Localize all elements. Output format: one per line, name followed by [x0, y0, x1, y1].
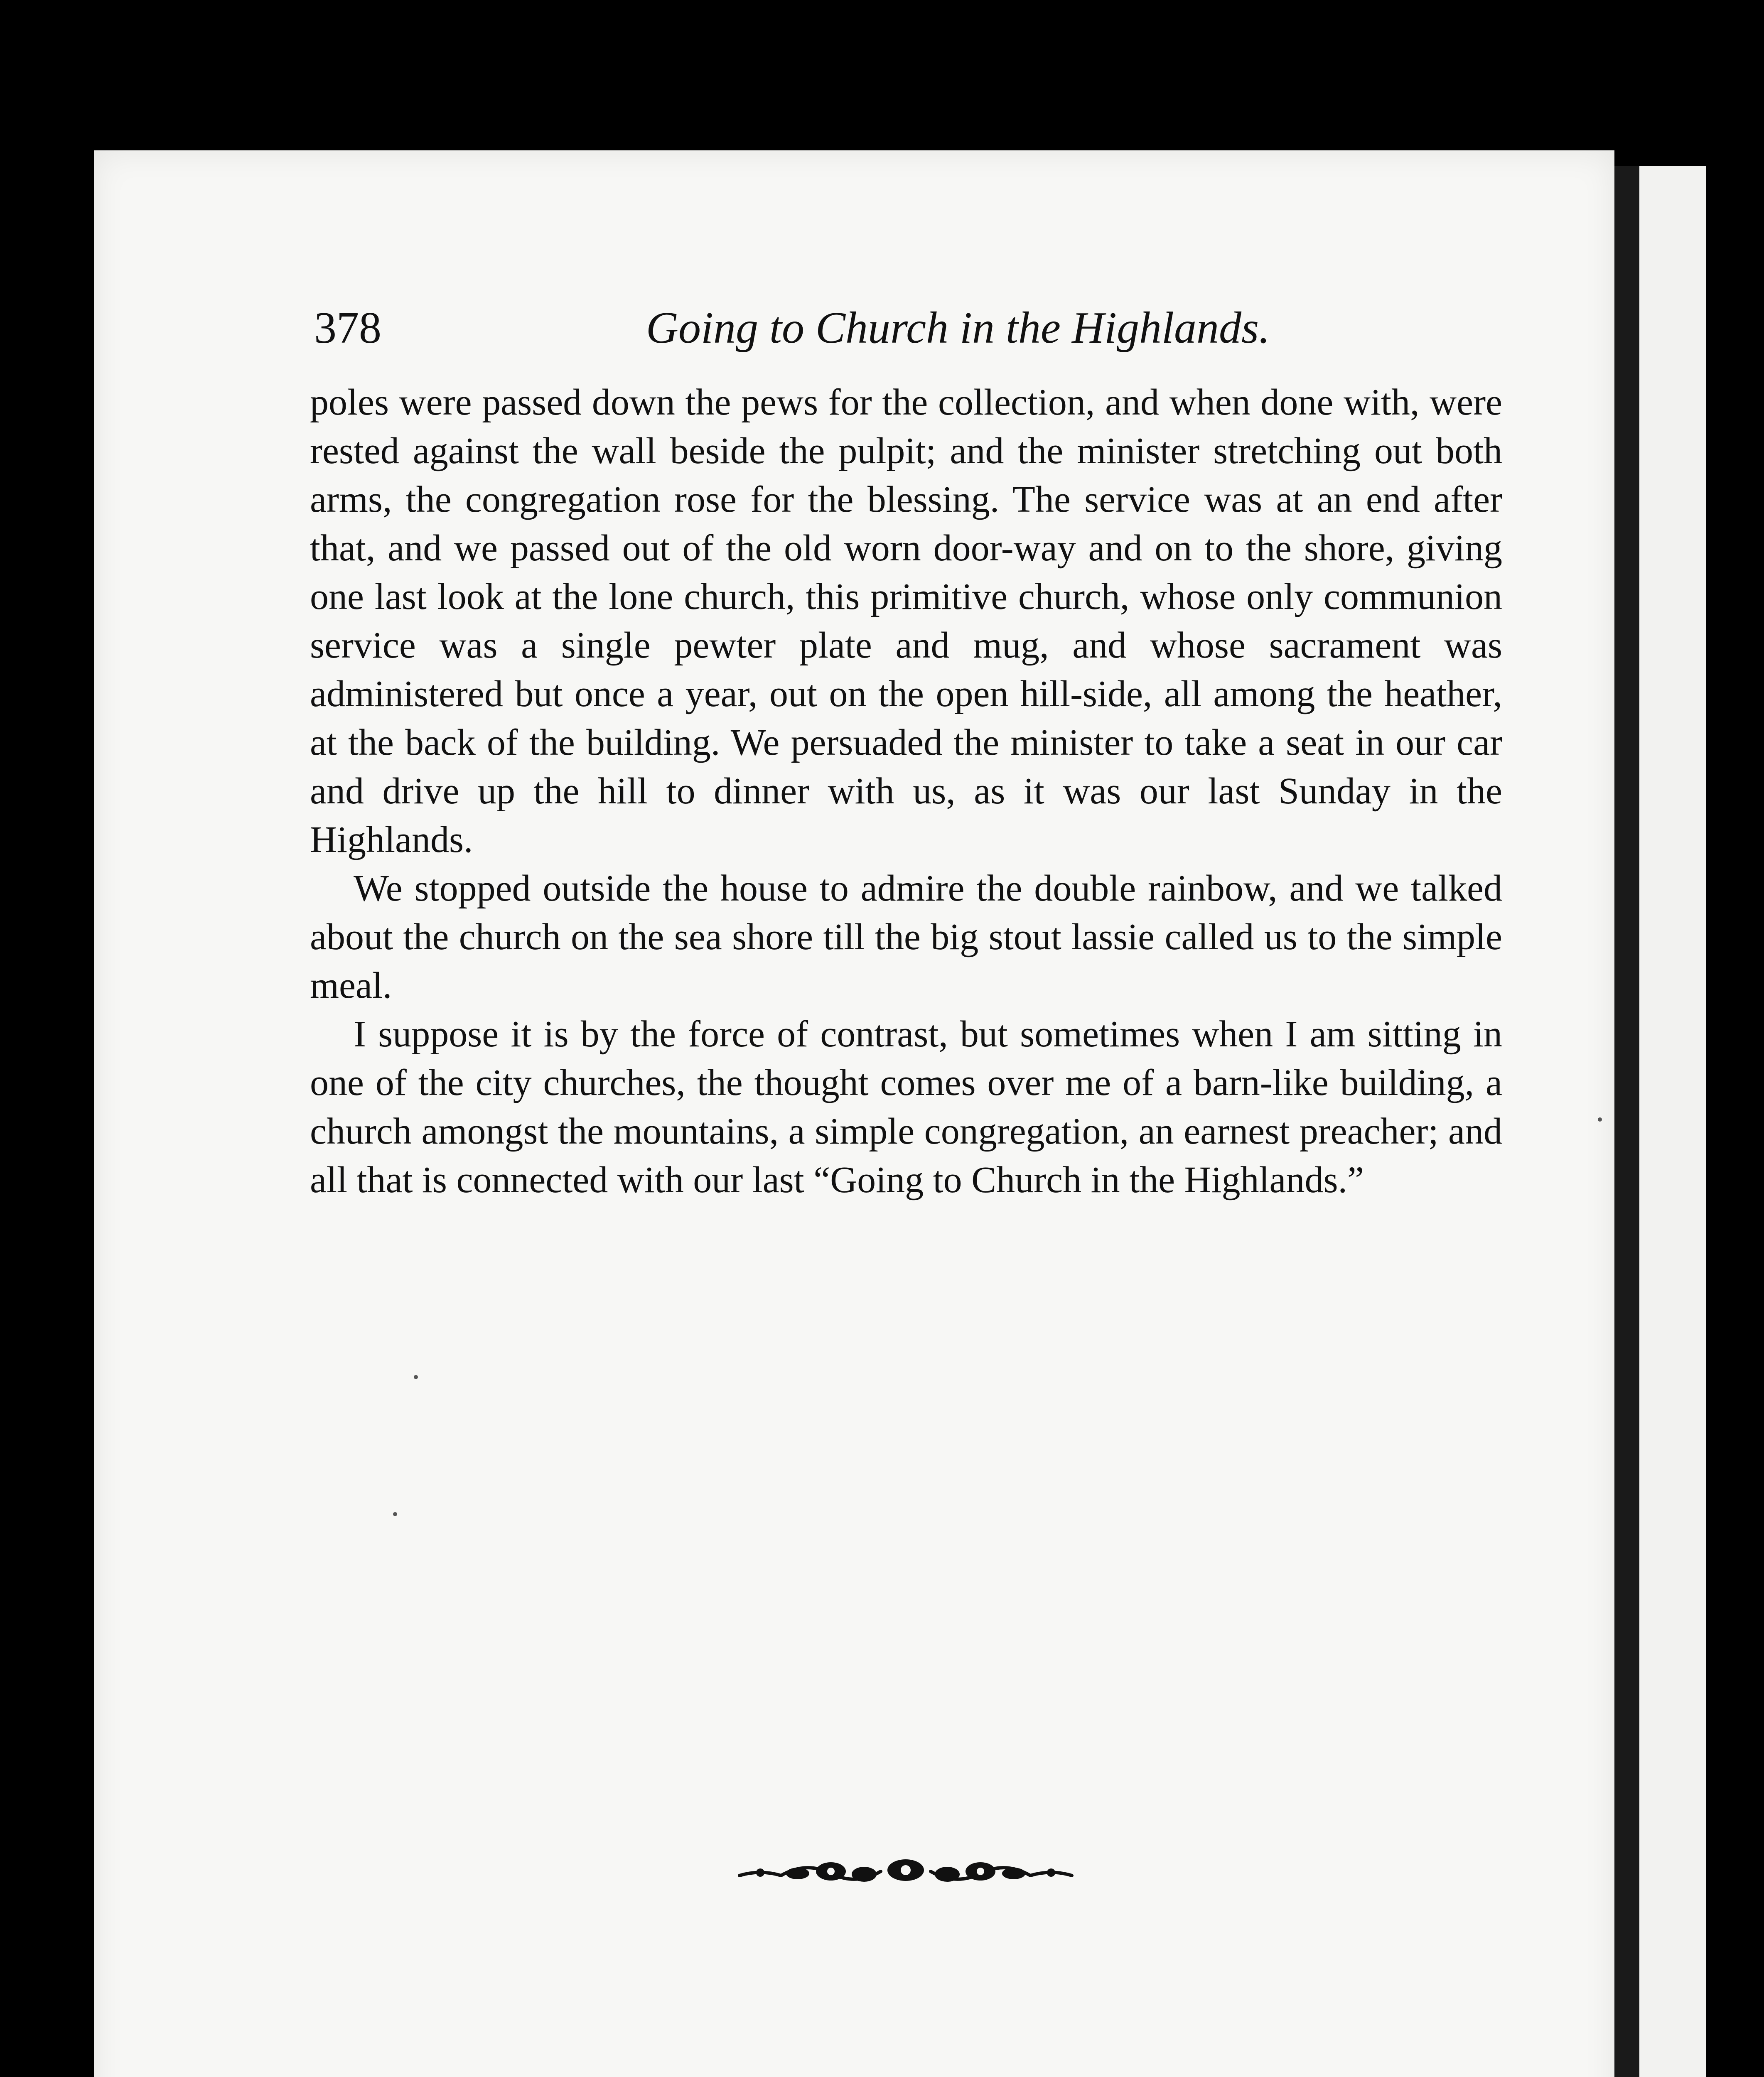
print-speck	[414, 1375, 418, 1379]
adjacent-page-edge	[1639, 166, 1706, 2077]
paragraph-1: poles were passed down the pews for the collection, and when done with, were rested against the wall beside the pulpit; and the minister stretching out both arms, the congregation rose for the blessing. The service was at an end after that, and we passed out of the old worn door-way and on to the shore, giving one last look at the lone church, this primitive church, whose only communion service was a single pewter plate and mug, and whose sacrament was administered but once a year, out on the open hill-side, all among the heather, at the back of the building. We persuaded the minister to take a seat in our car and drive up the hill to dinner with us, as it was our last Sunday in the Highlands.	[310, 382, 1502, 860]
page-gutter-shadow	[1614, 166, 1639, 2077]
running-title: Going to Church in the Highlands.	[646, 303, 1270, 353]
paragraph-3: I suppose it is by the force of contrast, but sometimes when I am sitting in one of the city churches, the thought comes over me of a barn-like building, a church amongst the mountains, a simple congregation, an earnest preacher; and all that is connected with our last “Going to Church in the Highlands.”	[310, 1014, 1502, 1201]
page-header	[314, 291, 1498, 353]
print-speck	[1598, 1117, 1602, 1122]
floral-ornament-icon	[735, 1853, 1076, 1894]
print-speck	[393, 1512, 397, 1516]
page-number: 378	[314, 303, 381, 353]
body-text	[310, 378, 1502, 1204]
paragraph-2: We stopped outside the house to admire the double rainbow, and we talked about the church on the sea shore till the big stout lassie called us to the simple meal.	[310, 868, 1502, 1006]
